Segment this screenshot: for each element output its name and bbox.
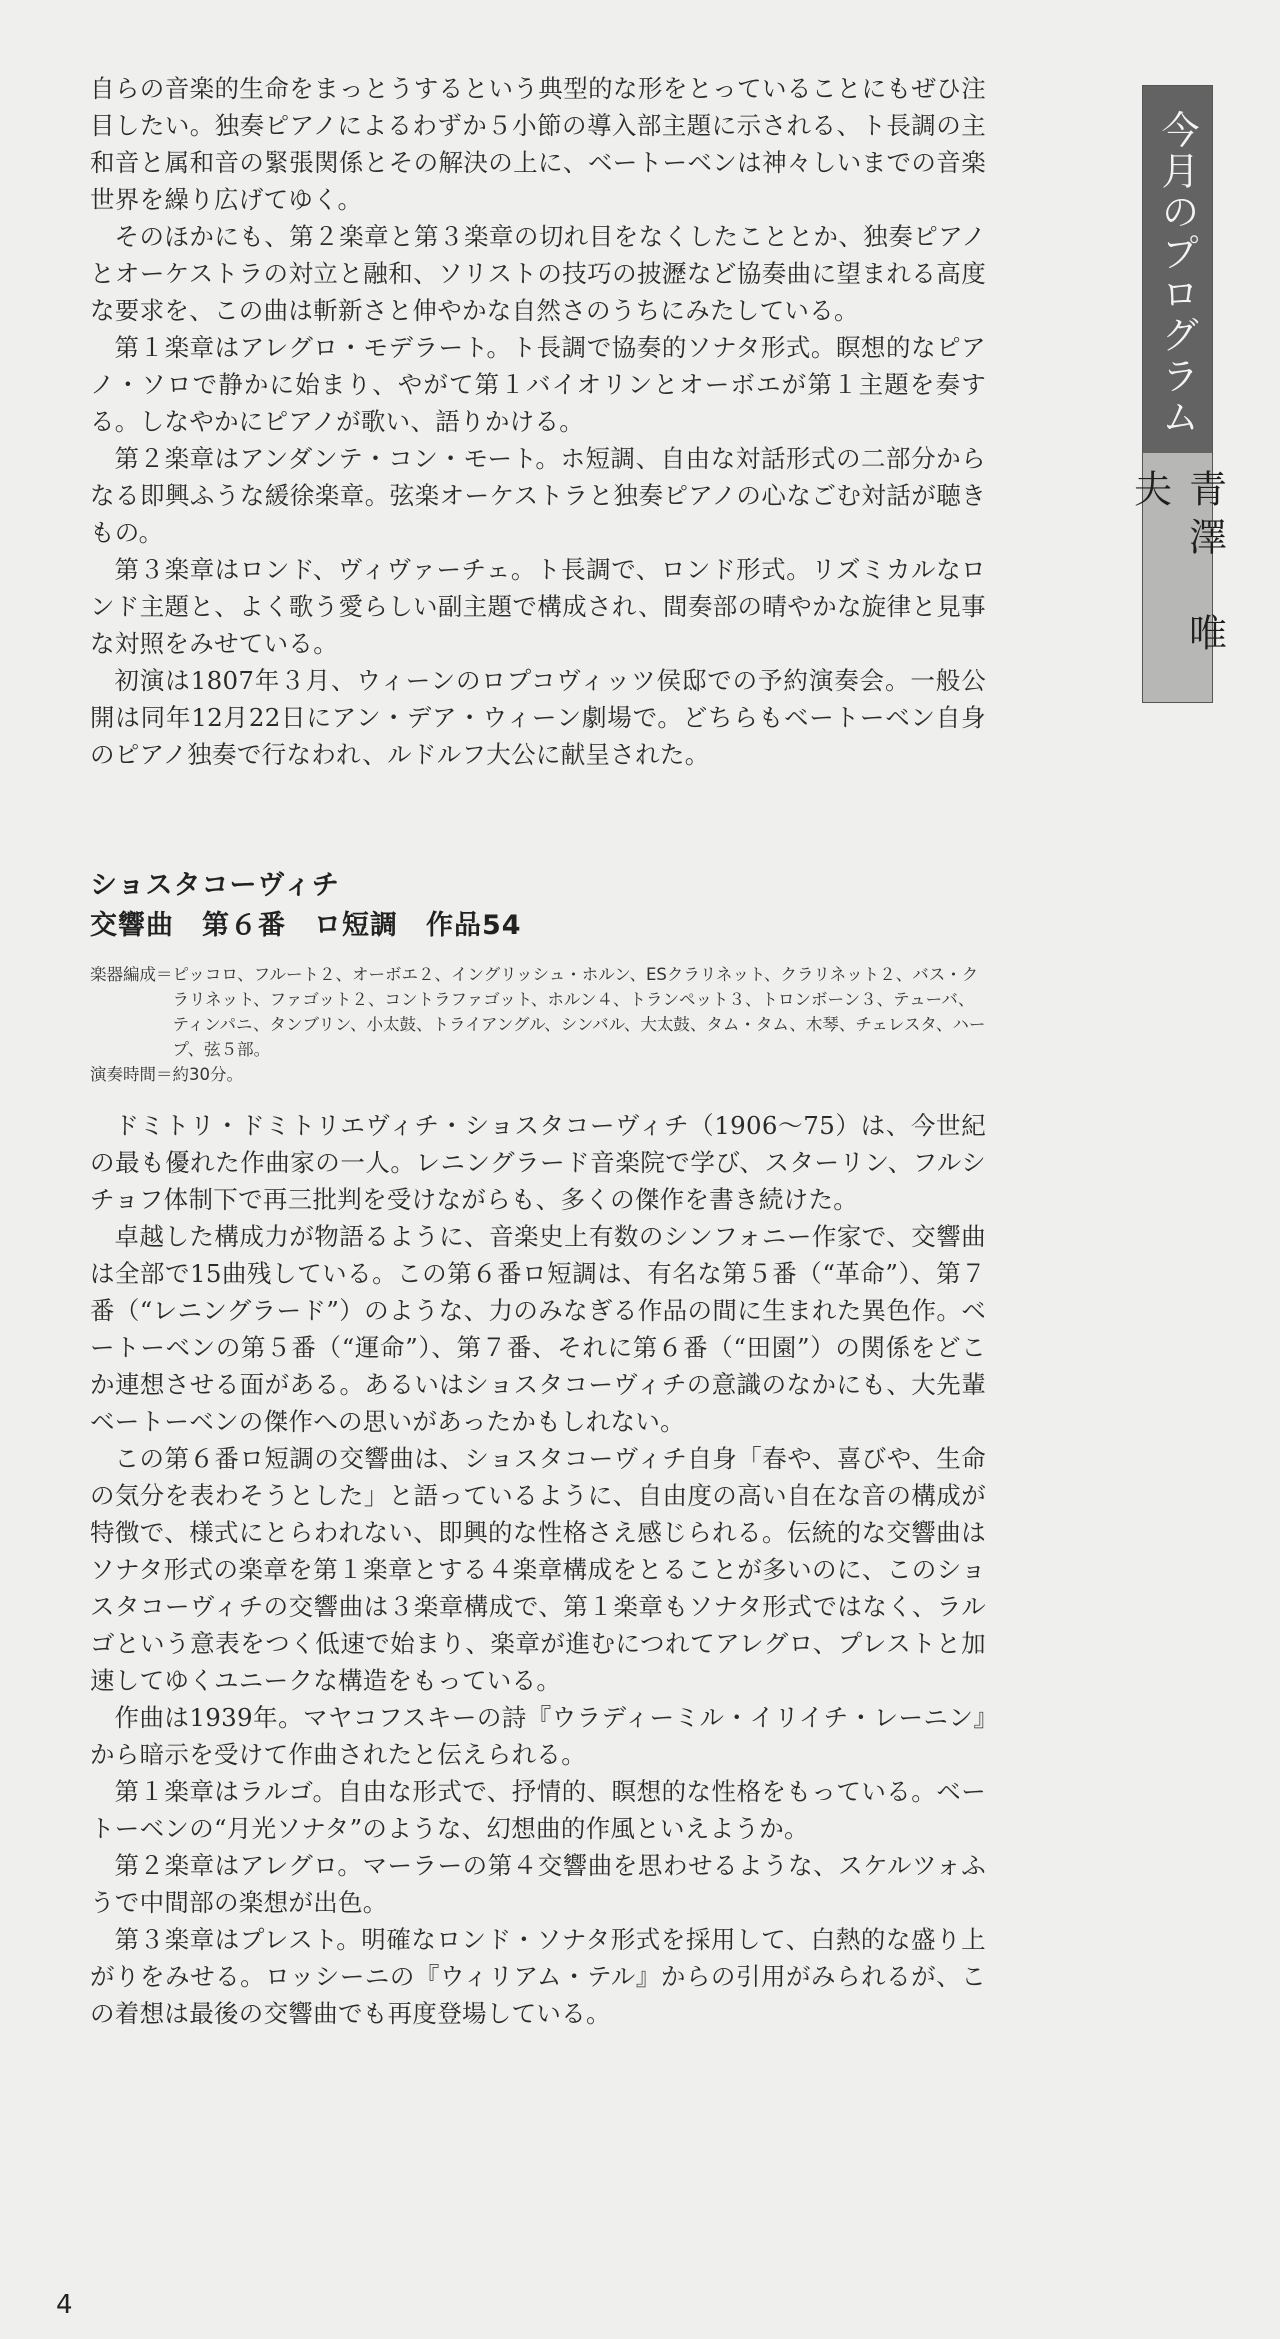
- intro-paragraph-1: 自らの音楽的生命をまっとうするという典型的な形をとっていることにもぜひ注目したい。独奏ピアノによるわずか５小節の導入部主題に示される、ト長調の主和音と属和音の緊張関係とその解決の上に、ベートーベンは神々しいまでの音楽世界を繰り広げてゆく。: [90, 74, 986, 214]
- composer-heading: ショスタコーヴィチ: [90, 870, 340, 901]
- page-number: 4: [56, 2290, 73, 2320]
- piece-paragraph-6: 第２楽章はアレグロ。マーラーの第４交響曲を思わせるような、スケルツォふうで中間部の楽想が出色。: [90, 1851, 986, 1917]
- piece-title: 交響曲 第６番 ロ短調 作品54: [90, 910, 522, 941]
- beethoven-continuation: [90, 70, 986, 790]
- intro-paragraph-3: 第１楽章はアレグロ・モデラート。ト長調で協奏的ソナタ形式。瞑想的なピアノ・ソロで静かに始まり、やがて第１バイオリンとオーボエが第１主題を奏する。しなやかにピアノが歌い、語りかける。: [90, 333, 986, 436]
- piece-paragraph-1: ドミトリ・ドミトリエヴィチ・ショスタコーヴィチ（1906～75）は、今世紀の最も優れた作曲家の一人。レニングラード音楽院で学び、スターリン、フルシチョフ体制下で再三批判を受けながらも、多くの傑作を書き続けた。: [90, 1111, 986, 1214]
- instrumentation-label: 楽器編成＝: [90, 965, 173, 984]
- piece-paragraph-2: 卓越した構成力が物語るように、音楽史上有数のシンフォニー作家で、交響曲は全部で15曲残している。この第６番ロ短調は、有名な第５番（“革命”）、第７番（“レニングラード”）のような、力のみなぎる作品の間に生まれた異色作。ベートーベンの第５番（“運命”）、第７番、それに第６番（“田園”）の関係をどこか連想させる面がある。あるいはショスタコーヴィチの意識のなかにも、大先輩ベートーベンの傑作への思いがあったかもしれない。: [90, 1222, 986, 1436]
- instrumentation: [90, 962, 986, 1062]
- main-text-column: [90, 70, 986, 2032]
- intro-paragraph-6: 初演は1807年３月、ウィーンのロプコヴィッツ侯邸での予約演奏会。一般公開は同年12月22日にアン・デア・ウィーン劇場で。どちらもベートーベン自身のピアノ独奏で行なわれ、ルドルフ大公に献呈された。: [90, 666, 986, 769]
- author-label: 青澤 唯夫: [1143, 453, 1212, 702]
- intro-paragraph-4: 第２楽章はアンダンテ・コン・モート。ホ短調、自由な対話形式の二部分からなる即興ふうな緩徐楽章。弦楽オーケストラと独奏ピアノの心なごむ対話が聴きもの。: [90, 444, 986, 547]
- intro-paragraph-5: 第３楽章はロンド、ヴィヴァーチェ。ト長調で、ロンド形式。リズミカルなロンド主題と、よく歌う愛らしい副主題で構成され、間奏部の晴やかな旋律と見事な対照をみせている。: [90, 555, 986, 658]
- piece-paragraph-7: 第３楽章はプレスト。明確なロンド・ソナタ形式を採用して、白熱的な盛り上がりをみせる。ロッシーニの『ウィリアム・テル』からの引用がみられるが、この着想は最後の交響曲でも再度登場している。: [90, 1925, 986, 2028]
- piece-paragraph-4: 作曲は1939年。マヤコフスキーの詩『ウラディーミル・イリイチ・レーニン』から暗示を受けて作曲されたと伝えられる。: [90, 1703, 986, 1769]
- instrumentation-list: ピッコロ、フルート２、オーボエ２、イングリッシュ・ホルン、ESクラリネット、クラリネット２、バス・クラリネット、ファゴット２、コントラファゴット、ホルン４、トランペット３、トロンボーン３、テューバ、ティンパニ、タンブリン、小太鼓、トライアングル、シンバル、大太鼓、タム・タム、木琴、チェレスタ、ハープ、弦５部。: [172, 965, 986, 1059]
- section-label: 今月のプログラム: [1143, 86, 1212, 453]
- duration: 演奏時間＝約30分。: [90, 1065, 243, 1084]
- section-side-tab: [1127, 85, 1227, 703]
- piece-paragraph-3: この第６番ロ短調の交響曲は、ショスタコーヴィチ自身「春や、喜びや、生命の気分を表わそうとした」と語っているように、自由度の高い自在な音の構成が特徴で、様式にとらわれない、即興的な性格さえ感じられる。伝統的な交響曲はソナタ形式の楽章を第１楽章とする４楽章構成をとることが多いのに、このショスタコーヴィチの交響曲は３楽章構成で、第１楽章もソナタ形式ではなく、ラルゴという意表をつく低速で始まり、楽章が進むにつれてアレグロ、プレストと加速してゆくユニークな構造をもっている。: [90, 1444, 986, 1695]
- piece-paragraph-5: 第１楽章はラルゴ。自由な形式で、抒情的、瞑想的な性格をもっている。ベートーベンの“月光ソナタ”のような、幻想曲的作風といえようか。: [90, 1777, 986, 1843]
- intro-paragraph-2: そのほかにも、第２楽章と第３楽章の切れ目をなくしたこととか、独奏ピアノとオーケストラの対立と融和、ソリストの技巧の披瀝など協奏曲に望まれる高度な要求を、この曲は斬新さと伸やかな自然さのうちにみたしている。: [90, 222, 986, 325]
